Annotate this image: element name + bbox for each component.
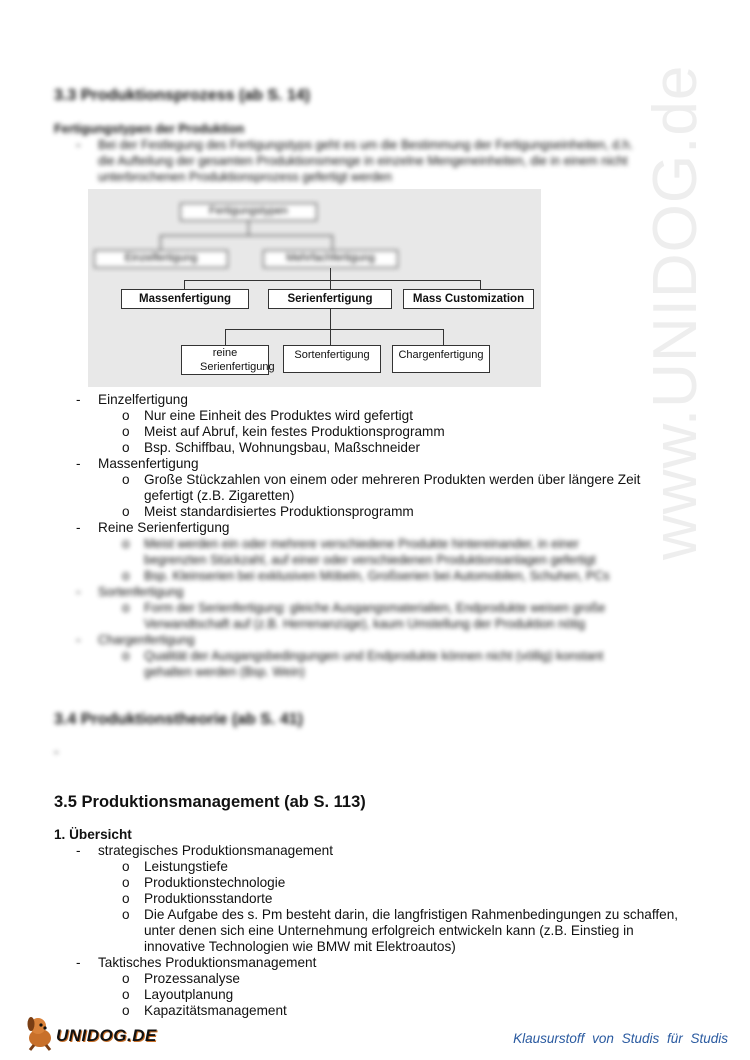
intro-line: die Aufteilung der gesamten Produktionsmenge in einzelne Mengeneinheiten, die in einem nicht [98, 154, 628, 168]
list-subitem: Bsp. Kleinserien bei exklusiven Möbeln, Großserien bei Automobilen, Schuhen, PCs [144, 569, 610, 583]
diagram-fertigungstypen [88, 189, 541, 387]
list-dash: - [76, 955, 81, 970]
list-subitem: begrenzten Stückzahl, auf einer oder verschiedenen Produktionsanlagen gefertigt [144, 553, 596, 567]
list-bullet: o [122, 504, 130, 519]
list-subitem: Meist standardisiertes Produktionsprogramm [144, 504, 414, 519]
list-item-einzelfertigung: Einzelfertigung [98, 392, 188, 407]
section-35-title: 3.5 Produktionsmanagement (ab S. 113) [54, 793, 366, 811]
list-subitem: Die Aufgabe des s. Pm besteht darin, die langfristigen Rahmenbedingungen zu schaffen, [144, 907, 679, 922]
list-bullet: o [122, 971, 130, 986]
list-bullet: o [122, 600, 130, 615]
list-subitem: Meist werden ein oder mehrere verschiedene Produkte hintereinander, in einer [144, 537, 579, 551]
list-bullet: o [122, 424, 130, 439]
list-subitem: Große Stückzahlen von einem oder mehreren Produkten werden über längere Zeit [144, 472, 641, 487]
list-item-massenfertigung: Massenfertigung [98, 456, 199, 471]
list-bullet: o [122, 875, 130, 890]
list-subitem: Produktionstechnologie [144, 875, 286, 890]
list-item-chargenfertigung: Chargenfertigung [98, 633, 195, 647]
list-bullet: o [122, 987, 130, 1002]
list-item-reine-serienfertigung: Reine Serienfertigung [98, 520, 230, 535]
list-bullet: o [122, 907, 130, 922]
list-bullet: o [122, 859, 130, 874]
list-bullet: o [122, 648, 130, 663]
section-33-subtitle: Fertigungstypen der Produktion [54, 122, 245, 136]
section-33-title: 3.3 Produktionsprozess (ab S. 14) [54, 87, 311, 104]
list-bullet: o [122, 1003, 130, 1018]
list-dash: - [76, 584, 81, 599]
list-subitem: Prozessanalyse [144, 971, 240, 986]
list-bullet: o [122, 891, 130, 906]
list-subitem: Form der Serienfertigung: gleiche Ausgangsmaterialien, Endprodukte weisen große [144, 601, 606, 615]
list-subitem: unter denen sich eine Unternehmung erfolgreich entwickeln kann (z.B. Einstieg in [144, 923, 634, 938]
tactical-heading: Taktisches Produktionsmanagement [98, 955, 317, 970]
list-subitem: Leistungstiefe [144, 859, 228, 874]
diagram-root-box: Fertigungstypen [180, 203, 317, 221]
list-dash: - [76, 392, 81, 407]
list-subitem: Verwandtschaft auf (z.B. Herrenanzüge), kaum Umstellung der Produktion nötig [144, 617, 586, 631]
list-dash: - [76, 456, 81, 471]
list-subitem: Produktionsstandorte [144, 891, 273, 906]
diagram-level1-box: Mehrfachfertigung [263, 250, 398, 268]
section-34-title: 3.4 Produktionstheorie (ab S. 41) [54, 711, 303, 728]
list-bullet: o [122, 568, 130, 583]
list-subitem: Kapazitätsmanagement [144, 1003, 287, 1018]
diagram-level3-box: Sortenfertigung [283, 345, 381, 373]
list-bullet: o [122, 536, 130, 551]
list-dash: - [76, 520, 81, 535]
diagram-level2-box: Mass Customization [403, 289, 534, 309]
list-subitem: gefertigt (z.B. Zigaretten) [144, 488, 295, 503]
list-subitem: Nur eine Einheit des Produktes wird gefertigt [144, 408, 413, 423]
list-item-sortenfertigung: Sortenfertigung [98, 585, 184, 599]
overview-heading: 1. Übersicht [54, 827, 132, 842]
diagram-level1-box: Einzelfertigung [94, 250, 228, 268]
intro-line: Bei der Festlegung des Fertigungstyps geht es um die Bestimmung der Fertigungseinheiten, d.h. [98, 138, 634, 152]
list-subitem: gehalten werden (Bsp. Wein) [144, 665, 305, 679]
list-dash: - [76, 632, 81, 647]
list-bullet: o [122, 408, 130, 423]
diagram-level3-box: Chargenfertigung [392, 345, 490, 373]
diagram-level3-box: reine Serienfertigung [181, 345, 269, 375]
watermark: www.UNIDOG.de [641, 64, 710, 560]
logo-text: UNIDOG.DE [56, 1026, 157, 1045]
list-subitem: Layoutplanung [144, 987, 234, 1002]
diagram-level2-box: Massenfertigung [121, 289, 249, 309]
list-subitem: Qualität der Ausgangsbedingungen und Endprodukte können nicht (völlig) konstant [144, 649, 604, 663]
list-subitem: Bsp. Schiffbau, Wohnungsbau, Maßschneider [144, 440, 421, 455]
intro-line: unterbrochenen Produktionsprozess gefertigt werden [98, 170, 392, 184]
intro-dash: - [76, 137, 81, 152]
strategic-heading: strategisches Produktionsmanagement [98, 843, 333, 858]
list-bullet: o [122, 472, 130, 487]
list-subitem: Meist auf Abruf, kein festes Produktionsprogramm [144, 424, 445, 439]
section-34-dash: - [54, 744, 59, 759]
footer-tagline: Klausurstoff von Studis für Studis [513, 1031, 728, 1046]
list-subitem: innovative Technologien wie BMW mit Elektroautos) [144, 939, 456, 954]
list-dash: - [76, 843, 81, 858]
list-bullet: o [122, 440, 130, 455]
unidog-logo [22, 1012, 157, 1052]
diagram-level2-box: Serienfertigung [268, 289, 392, 309]
